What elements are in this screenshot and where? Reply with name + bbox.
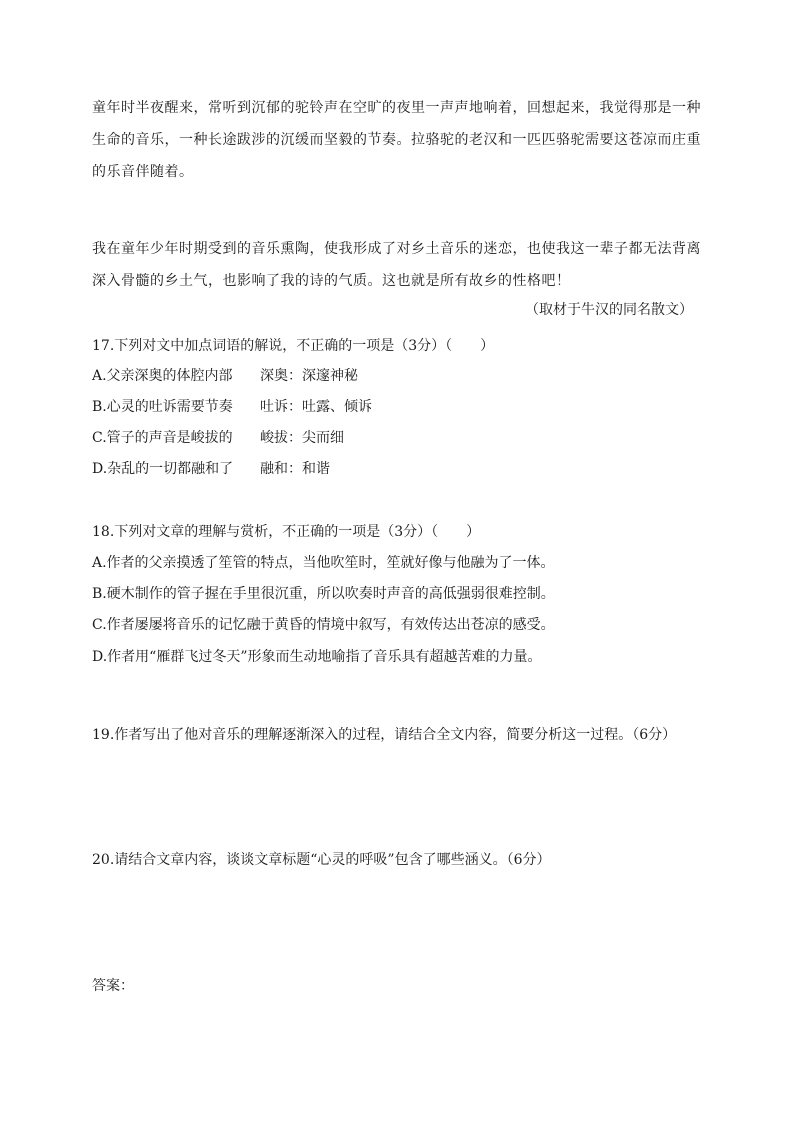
option-text: A.父亲深奥的体腔内部 (92, 368, 233, 384)
option-gloss: 峻拔：尖而细 (260, 430, 344, 446)
answer-label: 答案： (92, 978, 134, 994)
option-gloss: 融和：和谐 (260, 461, 330, 477)
question-17-stem: 17.下列对文中加点词语的解说，不正确的一项是（3分）（ ） (92, 338, 495, 354)
question-17-option-b (92, 395, 512, 419)
passage-source: （取材于牛汉的同名散文） (525, 302, 693, 318)
question-18-option-c: C.作者屡屡将音乐的记忆融于黄昏的情境中叙写，有效传达出苍凉的感受。 (92, 617, 555, 633)
question-17-option-a (92, 364, 512, 388)
option-gloss: 深奥：深邃神秘 (260, 368, 358, 384)
option-gloss: 吐诉：吐露、倾诉 (260, 399, 372, 415)
passage-paragraph-2: 我在童年少年时期受到的音乐熏陶，使我形成了对乡土音乐的迷恋，也使我这一辈子都无法背离深入骨髓的乡土气，也影响了我的诗的气质。这也就是所有故乡的性格吧！ (92, 241, 701, 289)
option-text: C.管子的声音是峻拔的 (92, 430, 233, 446)
question-18-option-b: B.硬木制作的管子握在手里很沉重，所以吹奏时声音的高低强弱很难控制。 (92, 586, 555, 602)
option-text: D.杂乱的一切都融和了 (92, 461, 234, 477)
option-text: B.心灵的吐诉需要节奏 (92, 399, 233, 415)
passage-paragraph-1: 童年时半夜醒来，常听到沉郁的驼铃声在空旷的夜里一声声地响着，回想起来，我觉得那是一种生命的音乐，一种长途跋涉的沉缓而坚毅的节奏。拉骆驼的老汉和一匹匹骆驼需要这苍凉而庄重的乐音伴随着。 (92, 100, 701, 180)
question-18-option-a: A.作者的父亲摸透了笙管的特点，当他吹笙时，笙就好像与他融为了一体。 (92, 555, 555, 571)
question-18-option-d: D.作者用“雁群飞过冬天”形象而生动地喻指了音乐具有超越苦难的力量。 (92, 649, 542, 665)
question-17-option-d (92, 457, 512, 481)
question-20: 20.请结合文章内容，谈谈文章标题“心灵的呼吸”包含了哪些涵义。（6分） (92, 852, 551, 868)
question-18-stem: 18.下列对文章的理解与赏析，不正确的一项是（3分）（ ） (92, 524, 481, 540)
question-17-option-c (92, 426, 512, 450)
question-19: 19.作者写出了他对音乐的理解逐渐深入的过程，请结合全文内容，简要分析这一过程。（6分） (92, 727, 677, 743)
